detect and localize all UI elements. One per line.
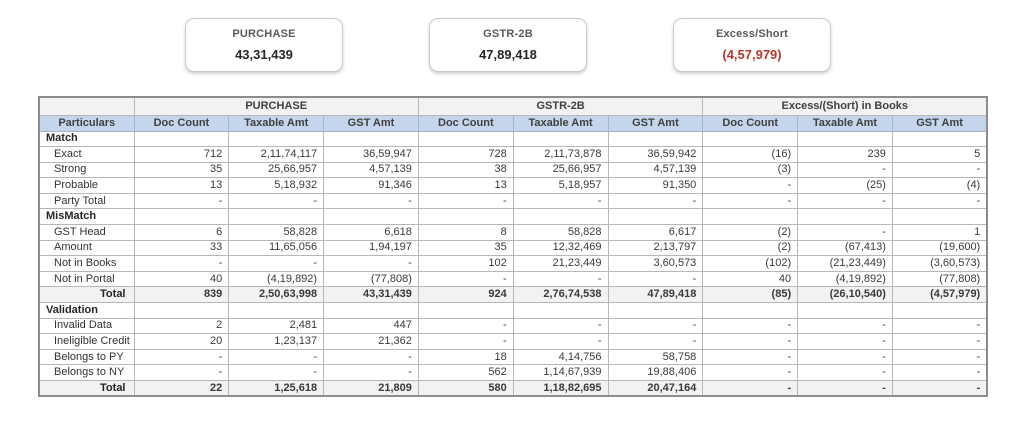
value-cell (324, 209, 419, 225)
value-cell: - (892, 318, 987, 334)
value-cell: 580 (418, 381, 513, 397)
value-cell: - (798, 349, 893, 365)
value-cell (134, 303, 229, 319)
value-cell: 4,57,139 (608, 162, 703, 178)
value-cell: - (892, 193, 987, 209)
value-cell: - (798, 225, 893, 241)
value-cell: - (798, 193, 893, 209)
value-cell: 20 (134, 334, 229, 350)
value-cell: 21,23,449 (513, 256, 608, 272)
value-cell (798, 131, 893, 147)
total-row (39, 287, 987, 303)
value-cell: 91,346 (324, 178, 419, 194)
value-cell: 2,13,797 (608, 240, 703, 256)
card-purchase-title: PURCHASE (232, 28, 296, 40)
table-row (39, 162, 987, 178)
value-cell: 924 (418, 287, 513, 303)
card-excess-short-title: Excess/Short (715, 28, 789, 40)
col-header-taxable-amt: Taxable Amt (513, 115, 608, 131)
value-cell: - (418, 334, 513, 350)
value-cell: - (892, 334, 987, 350)
table-row (39, 225, 987, 241)
value-cell (418, 131, 513, 147)
value-cell: 2 (134, 318, 229, 334)
col-header-gst-amt: GST Amt (608, 115, 703, 131)
recon-table-wrap (38, 96, 1024, 397)
value-cell: - (892, 162, 987, 178)
value-cell: - (229, 349, 324, 365)
table-row (39, 193, 987, 209)
row-label: Belongs to NY (39, 365, 134, 381)
value-cell: 2,11,73,878 (513, 147, 608, 163)
value-cell: 447 (324, 318, 419, 334)
value-cell (892, 303, 987, 319)
row-label: Belongs to PY (39, 349, 134, 365)
value-cell: 25,66,957 (229, 162, 324, 178)
card-purchase (185, 18, 343, 72)
value-cell: - (418, 318, 513, 334)
value-cell: - (513, 318, 608, 334)
value-cell (229, 131, 324, 147)
value-cell: - (418, 193, 513, 209)
recon-table (38, 96, 988, 397)
value-cell: (16) (703, 147, 798, 163)
value-cell: (77,808) (892, 271, 987, 287)
value-cell: (4,19,892) (229, 271, 324, 287)
card-purchase-value: 43,31,439 (235, 47, 293, 62)
value-cell: 728 (418, 147, 513, 163)
value-cell (513, 303, 608, 319)
group-header-purchase: PURCHASE (134, 97, 418, 115)
table-row (39, 318, 987, 334)
value-cell: 2,11,74,117 (229, 147, 324, 163)
section-row (39, 303, 987, 319)
page (0, 18, 1024, 397)
value-cell: 5 (892, 147, 987, 163)
value-cell (418, 209, 513, 225)
value-cell (703, 303, 798, 319)
value-cell (608, 131, 703, 147)
value-cell: 3,60,573 (608, 256, 703, 272)
value-cell: - (608, 318, 703, 334)
value-cell: 36,59,942 (608, 147, 703, 163)
group-header-row (39, 97, 987, 115)
value-cell: 58,758 (608, 349, 703, 365)
value-cell: - (703, 193, 798, 209)
value-cell: (2) (703, 225, 798, 241)
value-cell: 4,14,756 (513, 349, 608, 365)
value-cell: - (418, 271, 513, 287)
value-cell: (102) (703, 256, 798, 272)
value-cell: 19,88,406 (608, 365, 703, 381)
value-cell: (2) (703, 240, 798, 256)
value-cell: - (703, 381, 798, 397)
card-gstr2b-value: 47,89,418 (479, 47, 537, 62)
value-cell: - (892, 381, 987, 397)
value-cell: 839 (134, 287, 229, 303)
row-label: Amount (39, 240, 134, 256)
value-cell (798, 303, 893, 319)
value-cell: - (798, 162, 893, 178)
value-cell: - (798, 365, 893, 381)
value-cell (134, 131, 229, 147)
value-cell: - (134, 349, 229, 365)
group-header-gstr2b: GSTR-2B (418, 97, 702, 115)
value-cell: - (513, 193, 608, 209)
value-cell: (19,600) (892, 240, 987, 256)
value-cell: 5,18,932 (229, 178, 324, 194)
value-cell: - (608, 271, 703, 287)
col-header-taxable-amt: Taxable Amt (798, 115, 893, 131)
value-cell: 102 (418, 256, 513, 272)
table-row (39, 349, 987, 365)
value-cell (513, 209, 608, 225)
col-header-gst-amt: GST Amt (892, 115, 987, 131)
value-cell: 1,25,618 (229, 381, 324, 397)
value-cell: - (798, 334, 893, 350)
value-cell: - (798, 318, 893, 334)
card-gstr2b (429, 18, 587, 72)
value-cell: - (513, 271, 608, 287)
total-row (39, 381, 987, 397)
value-cell: - (134, 256, 229, 272)
value-cell: - (798, 381, 893, 397)
value-cell: 4,57,139 (324, 162, 419, 178)
value-cell: 35 (418, 240, 513, 256)
value-cell: 1 (892, 225, 987, 241)
row-label: Validation (39, 303, 134, 319)
value-cell: 22 (134, 381, 229, 397)
value-cell: (26,10,540) (798, 287, 893, 303)
value-cell: (4) (892, 178, 987, 194)
value-cell: 38 (418, 162, 513, 178)
value-cell: 36,59,947 (324, 147, 419, 163)
value-cell: - (324, 349, 419, 365)
value-cell: 712 (134, 147, 229, 163)
summary-cards (185, 18, 1024, 72)
row-label: Match (39, 131, 134, 147)
value-cell (892, 131, 987, 147)
value-cell: 33 (134, 240, 229, 256)
value-cell: 25,66,957 (513, 162, 608, 178)
value-cell: 6 (134, 225, 229, 241)
value-cell: - (324, 193, 419, 209)
value-cell: - (703, 318, 798, 334)
value-cell (134, 209, 229, 225)
section-row (39, 131, 987, 147)
value-cell (229, 303, 324, 319)
card-gstr2b-title: GSTR-2B (483, 28, 533, 40)
value-cell: (67,413) (798, 240, 893, 256)
value-cell (892, 209, 987, 225)
row-label: Total (39, 381, 134, 397)
value-cell (608, 209, 703, 225)
value-cell: 21,362 (324, 334, 419, 350)
col-header-particulars: Particulars (39, 115, 134, 131)
value-cell: 1,94,197 (324, 240, 419, 256)
sub-header-row (39, 115, 987, 131)
value-cell: - (513, 334, 608, 350)
table-row (39, 365, 987, 381)
value-cell: 40 (703, 271, 798, 287)
table-row (39, 147, 987, 163)
value-cell (513, 131, 608, 147)
value-cell: 58,828 (513, 225, 608, 241)
value-cell: - (229, 256, 324, 272)
value-cell: - (703, 334, 798, 350)
value-cell (418, 303, 513, 319)
value-cell: (25) (798, 178, 893, 194)
value-cell: 239 (798, 147, 893, 163)
value-cell: - (324, 256, 419, 272)
value-cell: - (892, 365, 987, 381)
table-row (39, 240, 987, 256)
value-cell: 6,617 (608, 225, 703, 241)
card-excess-short (673, 18, 831, 72)
value-cell (798, 209, 893, 225)
value-cell: 18 (418, 349, 513, 365)
value-cell (703, 209, 798, 225)
value-cell: - (608, 334, 703, 350)
col-header-doc-count: Doc Count (134, 115, 229, 131)
value-cell (324, 303, 419, 319)
table-row (39, 334, 987, 350)
value-cell: 58,828 (229, 225, 324, 241)
value-cell: - (892, 349, 987, 365)
col-header-gst-amt: GST Amt (324, 115, 419, 131)
value-cell: 35 (134, 162, 229, 178)
value-cell: 13 (134, 178, 229, 194)
table-row (39, 271, 987, 287)
value-cell (324, 131, 419, 147)
value-cell: 12,32,469 (513, 240, 608, 256)
value-cell: 8 (418, 225, 513, 241)
value-cell: (85) (703, 287, 798, 303)
row-label: Party Total (39, 193, 134, 209)
value-cell (229, 209, 324, 225)
value-cell: - (229, 365, 324, 381)
value-cell: 40 (134, 271, 229, 287)
col-header-taxable-amt: Taxable Amt (229, 115, 324, 131)
value-cell: (3) (703, 162, 798, 178)
row-label: MisMatch (39, 209, 134, 225)
value-cell: - (134, 193, 229, 209)
row-label: GST Head (39, 225, 134, 241)
col-header-doc-count: Doc Count (703, 115, 798, 131)
value-cell: 1,23,137 (229, 334, 324, 350)
value-cell: 11,65,056 (229, 240, 324, 256)
value-cell: - (703, 178, 798, 194)
value-cell: 91,350 (608, 178, 703, 194)
value-cell: (3,60,573) (892, 256, 987, 272)
value-cell: 1,14,67,939 (513, 365, 608, 381)
value-cell: 562 (418, 365, 513, 381)
card-excess-short-value: (4,57,979) (722, 47, 782, 62)
row-label: Probable (39, 178, 134, 194)
value-cell (608, 303, 703, 319)
value-cell: 21,809 (324, 381, 419, 397)
row-label: Ineligible Credit (39, 334, 134, 350)
row-label: Strong (39, 162, 134, 178)
value-cell: 20,47,164 (608, 381, 703, 397)
value-cell: (21,23,449) (798, 256, 893, 272)
group-header-excess: Excess/(Short) in Books (703, 97, 987, 115)
section-row (39, 209, 987, 225)
value-cell: (4,19,892) (798, 271, 893, 287)
value-cell (703, 131, 798, 147)
table-row (39, 178, 987, 194)
value-cell: - (229, 193, 324, 209)
value-cell: 1,18,82,695 (513, 381, 608, 397)
row-label: Total (39, 287, 134, 303)
row-label: Not in Portal (39, 271, 134, 287)
corner-cell (39, 97, 134, 115)
value-cell: - (608, 193, 703, 209)
value-cell: - (703, 349, 798, 365)
recon-table-body (39, 131, 987, 396)
table-row (39, 256, 987, 272)
value-cell: 2,481 (229, 318, 324, 334)
value-cell: 2,76,74,538 (513, 287, 608, 303)
col-header-doc-count: Doc Count (418, 115, 513, 131)
row-label: Exact (39, 147, 134, 163)
value-cell: 47,89,418 (608, 287, 703, 303)
value-cell: 43,31,439 (324, 287, 419, 303)
value-cell: 2,50,63,998 (229, 287, 324, 303)
value-cell: - (324, 365, 419, 381)
value-cell: 13 (418, 178, 513, 194)
value-cell: 6,618 (324, 225, 419, 241)
value-cell: - (134, 365, 229, 381)
row-label: Not in Books (39, 256, 134, 272)
value-cell: 5,18,957 (513, 178, 608, 194)
value-cell: (77,808) (324, 271, 419, 287)
value-cell: (4,57,979) (892, 287, 987, 303)
value-cell: - (703, 365, 798, 381)
row-label: Invalid Data (39, 318, 134, 334)
